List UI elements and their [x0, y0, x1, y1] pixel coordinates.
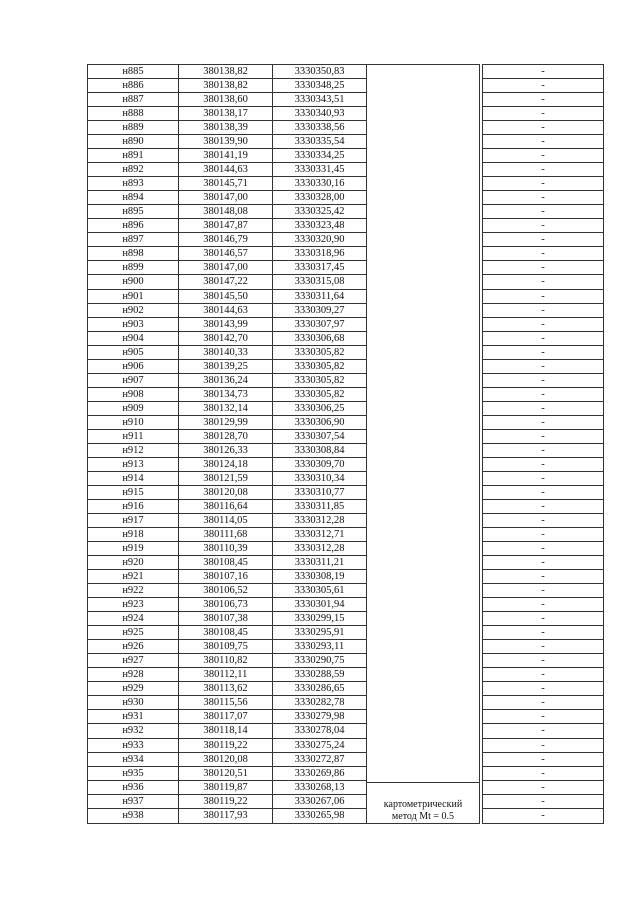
- point-id-cell: н894: [88, 191, 179, 205]
- table-row: [88, 794, 604, 808]
- point-id-cell: н912: [88, 443, 179, 457]
- x-coordinate-cell: 380129,99: [179, 415, 273, 429]
- point-id-cell: н935: [88, 766, 179, 780]
- table-row: [88, 485, 604, 499]
- point-id-cell: н934: [88, 752, 179, 766]
- note-cell: -: [483, 528, 604, 542]
- note-cell: -: [483, 121, 604, 135]
- note-cell: -: [483, 710, 604, 724]
- note-cell: -: [483, 359, 604, 373]
- note-cell: -: [483, 724, 604, 738]
- note-cell: -: [483, 387, 604, 401]
- note-cell: -: [483, 93, 604, 107]
- point-id-cell: н909: [88, 401, 179, 415]
- x-coordinate-cell: 380107,38: [179, 612, 273, 626]
- x-coordinate-cell: 380145,71: [179, 177, 273, 191]
- table-row: [88, 163, 604, 177]
- y-coordinate-cell: 3330268,13: [273, 780, 367, 794]
- y-coordinate-cell: 3330305,82: [273, 373, 367, 387]
- x-coordinate-cell: 380139,90: [179, 135, 273, 149]
- y-coordinate-cell: 3330320,90: [273, 233, 367, 247]
- y-coordinate-cell: 3330340,93: [273, 107, 367, 121]
- table-row: [88, 289, 604, 303]
- point-id-cell: н920: [88, 556, 179, 570]
- note-cell: -: [483, 485, 604, 499]
- note-cell: -: [483, 668, 604, 682]
- x-coordinate-cell: 380146,57: [179, 247, 273, 261]
- point-id-cell: н925: [88, 626, 179, 640]
- point-id-cell: н889: [88, 121, 179, 135]
- point-id-cell: н923: [88, 598, 179, 612]
- table-row: [88, 429, 604, 443]
- x-coordinate-cell: 380138,17: [179, 107, 273, 121]
- point-id-cell: н919: [88, 542, 179, 556]
- y-coordinate-cell: 3330310,34: [273, 471, 367, 485]
- table-row: [88, 233, 604, 247]
- point-id-cell: н926: [88, 640, 179, 654]
- y-coordinate-cell: 3330312,71: [273, 528, 367, 542]
- note-cell: -: [483, 373, 604, 387]
- table-row: [88, 443, 604, 457]
- table-row: [88, 710, 604, 724]
- point-id-cell: н914: [88, 471, 179, 485]
- x-coordinate-cell: 380106,73: [179, 598, 273, 612]
- y-coordinate-cell: 3330265,98: [273, 808, 367, 823]
- point-id-cell: н890: [88, 135, 179, 149]
- point-id-cell: н891: [88, 149, 179, 163]
- x-coordinate-cell: 380148,08: [179, 205, 273, 219]
- note-cell: -: [483, 556, 604, 570]
- y-coordinate-cell: 3330305,82: [273, 345, 367, 359]
- table-row: [88, 542, 604, 556]
- method-description: [384, 783, 462, 823]
- y-coordinate-cell: 3330350,83: [273, 65, 367, 79]
- y-coordinate-cell: 3330286,65: [273, 682, 367, 696]
- method-cell: [367, 65, 480, 824]
- y-coordinate-cell: 3330272,87: [273, 752, 367, 766]
- x-coordinate-cell: 380144,63: [179, 163, 273, 177]
- table-row: [88, 584, 604, 598]
- table-row: [88, 724, 604, 738]
- note-cell: -: [483, 514, 604, 528]
- point-id-cell: н906: [88, 359, 179, 373]
- y-coordinate-cell: 3330306,25: [273, 401, 367, 415]
- note-cell: -: [483, 752, 604, 766]
- table-row: [88, 303, 604, 317]
- x-coordinate-cell: 380115,56: [179, 696, 273, 710]
- table-row: [88, 415, 604, 429]
- x-coordinate-cell: 380144,63: [179, 303, 273, 317]
- x-coordinate-cell: 380134,73: [179, 387, 273, 401]
- y-coordinate-cell: 3330348,25: [273, 79, 367, 93]
- point-id-cell: н893: [88, 177, 179, 191]
- table-row: [88, 387, 604, 401]
- point-id-cell: н907: [88, 373, 179, 387]
- x-coordinate-cell: 380124,18: [179, 457, 273, 471]
- note-cell: -: [483, 612, 604, 626]
- y-coordinate-cell: 3330278,04: [273, 724, 367, 738]
- note-cell: -: [483, 443, 604, 457]
- table-row: [88, 205, 604, 219]
- x-coordinate-cell: 380143,99: [179, 317, 273, 331]
- table-row: [88, 345, 604, 359]
- x-coordinate-cell: 380109,75: [179, 640, 273, 654]
- y-coordinate-cell: 3330311,64: [273, 289, 367, 303]
- y-coordinate-cell: 3330328,00: [273, 191, 367, 205]
- table-row: [88, 682, 604, 696]
- point-id-cell: н887: [88, 93, 179, 107]
- note-cell: -: [483, 233, 604, 247]
- table-row: [88, 275, 604, 289]
- x-coordinate-cell: 380106,52: [179, 584, 273, 598]
- x-coordinate-cell: 380146,79: [179, 233, 273, 247]
- note-cell: -: [483, 247, 604, 261]
- y-coordinate-cell: 3330311,21: [273, 556, 367, 570]
- point-id-cell: н886: [88, 79, 179, 93]
- note-cell: -: [483, 626, 604, 640]
- table-row: [88, 640, 604, 654]
- y-coordinate-cell: 3330290,75: [273, 654, 367, 668]
- y-coordinate-cell: 3330269,86: [273, 766, 367, 780]
- point-id-cell: н918: [88, 528, 179, 542]
- y-coordinate-cell: 3330312,28: [273, 542, 367, 556]
- table-row: [88, 808, 604, 823]
- x-coordinate-cell: 380138,82: [179, 65, 273, 79]
- note-cell: -: [483, 584, 604, 598]
- coordinates-table: [87, 64, 604, 824]
- point-id-cell: н913: [88, 457, 179, 471]
- table-row: [88, 191, 604, 205]
- note-cell: -: [483, 275, 604, 289]
- note-cell: -: [483, 303, 604, 317]
- note-cell: -: [483, 598, 604, 612]
- point-id-cell: н916: [88, 499, 179, 513]
- note-cell: -: [483, 542, 604, 556]
- point-id-cell: н900: [88, 275, 179, 289]
- table-row: [88, 471, 604, 485]
- table-row: [88, 107, 604, 121]
- x-coordinate-cell: 380120,08: [179, 752, 273, 766]
- x-coordinate-cell: 380145,50: [179, 289, 273, 303]
- point-id-cell: н930: [88, 696, 179, 710]
- point-id-cell: н903: [88, 317, 179, 331]
- x-coordinate-cell: 380108,45: [179, 556, 273, 570]
- table-row: [88, 317, 604, 331]
- x-coordinate-cell: 380110,82: [179, 654, 273, 668]
- point-id-cell: н888: [88, 107, 179, 121]
- y-coordinate-cell: 3330309,70: [273, 457, 367, 471]
- point-id-cell: н917: [88, 514, 179, 528]
- table-row: [88, 65, 604, 79]
- table-row: [88, 135, 604, 149]
- point-id-cell: н933: [88, 738, 179, 752]
- x-coordinate-cell: 380147,00: [179, 261, 273, 275]
- x-coordinate-cell: 380141,19: [179, 149, 273, 163]
- y-coordinate-cell: 3330305,61: [273, 584, 367, 598]
- x-coordinate-cell: 380128,70: [179, 429, 273, 443]
- x-coordinate-cell: 380114,05: [179, 514, 273, 528]
- note-cell: -: [483, 499, 604, 513]
- x-coordinate-cell: 380116,64: [179, 499, 273, 513]
- note-cell: -: [483, 401, 604, 415]
- x-coordinate-cell: 380142,70: [179, 331, 273, 345]
- y-coordinate-cell: 3330325,42: [273, 205, 367, 219]
- y-coordinate-cell: 3330315,08: [273, 275, 367, 289]
- x-coordinate-cell: 380120,51: [179, 766, 273, 780]
- y-coordinate-cell: 3330312,28: [273, 514, 367, 528]
- point-id-cell: н898: [88, 247, 179, 261]
- table-row: [88, 401, 604, 415]
- x-coordinate-cell: 380147,00: [179, 191, 273, 205]
- point-id-cell: н924: [88, 612, 179, 626]
- table-row: [88, 598, 604, 612]
- y-coordinate-cell: 3330293,11: [273, 640, 367, 654]
- table-row: [88, 780, 604, 794]
- table-row: [88, 121, 604, 135]
- point-id-cell: н904: [88, 331, 179, 345]
- table-row: [88, 654, 604, 668]
- x-coordinate-cell: 380138,60: [179, 93, 273, 107]
- x-coordinate-cell: 380119,22: [179, 738, 273, 752]
- point-id-cell: н902: [88, 303, 179, 317]
- x-coordinate-cell: 380112,11: [179, 668, 273, 682]
- note-cell: -: [483, 345, 604, 359]
- y-coordinate-cell: 3330311,85: [273, 499, 367, 513]
- note-cell: -: [483, 415, 604, 429]
- y-coordinate-cell: 3330338,56: [273, 121, 367, 135]
- x-coordinate-cell: 380136,24: [179, 373, 273, 387]
- y-coordinate-cell: 3330301,94: [273, 598, 367, 612]
- note-cell: -: [483, 107, 604, 121]
- table-row: [88, 738, 604, 752]
- y-coordinate-cell: 3330306,68: [273, 331, 367, 345]
- y-coordinate-cell: 3330309,27: [273, 303, 367, 317]
- note-cell: -: [483, 570, 604, 584]
- table-row: [88, 177, 604, 191]
- y-coordinate-cell: 3330295,91: [273, 626, 367, 640]
- coordinates-table-body: [88, 65, 604, 824]
- table-row: [88, 261, 604, 275]
- note-cell: -: [483, 780, 604, 794]
- y-coordinate-cell: 3330299,15: [273, 612, 367, 626]
- y-coordinate-cell: 3330307,54: [273, 429, 367, 443]
- method-box: [367, 65, 479, 823]
- table-row: [88, 499, 604, 513]
- x-coordinate-cell: 380147,22: [179, 275, 273, 289]
- x-coordinate-cell: 380108,45: [179, 626, 273, 640]
- note-cell: -: [483, 794, 604, 808]
- y-coordinate-cell: 3330323,48: [273, 219, 367, 233]
- point-id-cell: н905: [88, 345, 179, 359]
- point-id-cell: н932: [88, 724, 179, 738]
- point-id-cell: н895: [88, 205, 179, 219]
- y-coordinate-cell: 3330334,25: [273, 149, 367, 163]
- y-coordinate-cell: 3330267,06: [273, 794, 367, 808]
- y-coordinate-cell: 3330279,98: [273, 710, 367, 724]
- table-row: [88, 219, 604, 233]
- note-cell: -: [483, 640, 604, 654]
- point-id-cell: н911: [88, 429, 179, 443]
- table-row: [88, 668, 604, 682]
- point-id-cell: н892: [88, 163, 179, 177]
- table-row: [88, 752, 604, 766]
- point-id-cell: н897: [88, 233, 179, 247]
- y-coordinate-cell: 3330330,16: [273, 177, 367, 191]
- table-row: [88, 373, 604, 387]
- point-id-cell: н915: [88, 485, 179, 499]
- x-coordinate-cell: 380126,33: [179, 443, 273, 457]
- point-id-cell: н931: [88, 710, 179, 724]
- table-row: [88, 528, 604, 542]
- method-line-1: картометрический: [383, 798, 463, 810]
- note-cell: -: [483, 738, 604, 752]
- y-coordinate-cell: 3330317,45: [273, 261, 367, 275]
- note-cell: -: [483, 79, 604, 93]
- x-coordinate-cell: 380111,68: [179, 528, 273, 542]
- point-id-cell: н938: [88, 808, 179, 823]
- x-coordinate-cell: 380118,14: [179, 724, 273, 738]
- x-coordinate-cell: 380117,07: [179, 710, 273, 724]
- point-id-cell: н901: [88, 289, 179, 303]
- note-cell: -: [483, 163, 604, 177]
- note-cell: -: [483, 289, 604, 303]
- note-cell: -: [483, 191, 604, 205]
- note-cell: -: [483, 331, 604, 345]
- point-id-cell: н885: [88, 65, 179, 79]
- point-id-cell: н922: [88, 584, 179, 598]
- x-coordinate-cell: 380140,33: [179, 345, 273, 359]
- y-coordinate-cell: 3330343,51: [273, 93, 367, 107]
- note-cell: -: [483, 471, 604, 485]
- table-row: [88, 79, 604, 93]
- x-coordinate-cell: 380119,22: [179, 794, 273, 808]
- point-id-cell: н899: [88, 261, 179, 275]
- method-line-2: метод Mt = 0.5: [391, 810, 455, 822]
- note-cell: -: [483, 766, 604, 780]
- x-coordinate-cell: 380132,14: [179, 401, 273, 415]
- y-coordinate-cell: 3330282,78: [273, 696, 367, 710]
- y-coordinate-cell: 3330331,45: [273, 163, 367, 177]
- table-row: [88, 359, 604, 373]
- x-coordinate-cell: 380113,62: [179, 682, 273, 696]
- note-cell: -: [483, 429, 604, 443]
- y-coordinate-cell: 3330310,77: [273, 485, 367, 499]
- note-cell: -: [483, 205, 604, 219]
- y-coordinate-cell: 3330335,54: [273, 135, 367, 149]
- table-row: [88, 570, 604, 584]
- table-row: [88, 149, 604, 163]
- table-row: [88, 556, 604, 570]
- y-coordinate-cell: 3330305,82: [273, 359, 367, 373]
- x-coordinate-cell: 380120,08: [179, 485, 273, 499]
- x-coordinate-cell: 380117,93: [179, 808, 273, 823]
- y-coordinate-cell: 3330288,59: [273, 668, 367, 682]
- note-cell: -: [483, 219, 604, 233]
- note-cell: -: [483, 457, 604, 471]
- y-coordinate-cell: 3330307,97: [273, 317, 367, 331]
- table-row: [88, 766, 604, 780]
- note-cell: -: [483, 317, 604, 331]
- y-coordinate-cell: 3330275,24: [273, 738, 367, 752]
- point-id-cell: н910: [88, 415, 179, 429]
- point-id-cell: н929: [88, 682, 179, 696]
- x-coordinate-cell: 380138,82: [179, 79, 273, 93]
- y-coordinate-cell: 3330308,19: [273, 570, 367, 584]
- point-id-cell: н928: [88, 668, 179, 682]
- note-cell: -: [483, 696, 604, 710]
- table-row: [88, 457, 604, 471]
- y-coordinate-cell: 3330306,90: [273, 415, 367, 429]
- note-cell: -: [483, 682, 604, 696]
- point-id-cell: н927: [88, 654, 179, 668]
- note-cell: -: [483, 261, 604, 275]
- note-cell: -: [483, 177, 604, 191]
- x-coordinate-cell: 380110,39: [179, 542, 273, 556]
- point-id-cell: н921: [88, 570, 179, 584]
- x-coordinate-cell: 380138,39: [179, 121, 273, 135]
- table-row: [88, 247, 604, 261]
- x-coordinate-cell: 380107,16: [179, 570, 273, 584]
- y-coordinate-cell: 3330308,84: [273, 443, 367, 457]
- note-cell: -: [483, 654, 604, 668]
- note-cell: -: [483, 149, 604, 163]
- table-row: [88, 514, 604, 528]
- point-id-cell: н896: [88, 219, 179, 233]
- table-row: [88, 696, 604, 710]
- note-cell: -: [483, 65, 604, 79]
- note-cell: -: [483, 808, 604, 823]
- x-coordinate-cell: 380147,87: [179, 219, 273, 233]
- point-id-cell: н937: [88, 794, 179, 808]
- x-coordinate-cell: 380121,59: [179, 471, 273, 485]
- note-cell: -: [483, 135, 604, 149]
- table-row: [88, 612, 604, 626]
- table-row: [88, 626, 604, 640]
- y-coordinate-cell: 3330305,82: [273, 387, 367, 401]
- table-row: [88, 93, 604, 107]
- x-coordinate-cell: 380119,87: [179, 780, 273, 794]
- table-row: [88, 331, 604, 345]
- method-divider: [367, 65, 479, 783]
- x-coordinate-cell: 380139,25: [179, 359, 273, 373]
- point-id-cell: н936: [88, 780, 179, 794]
- y-coordinate-cell: 3330318,96: [273, 247, 367, 261]
- point-id-cell: н908: [88, 387, 179, 401]
